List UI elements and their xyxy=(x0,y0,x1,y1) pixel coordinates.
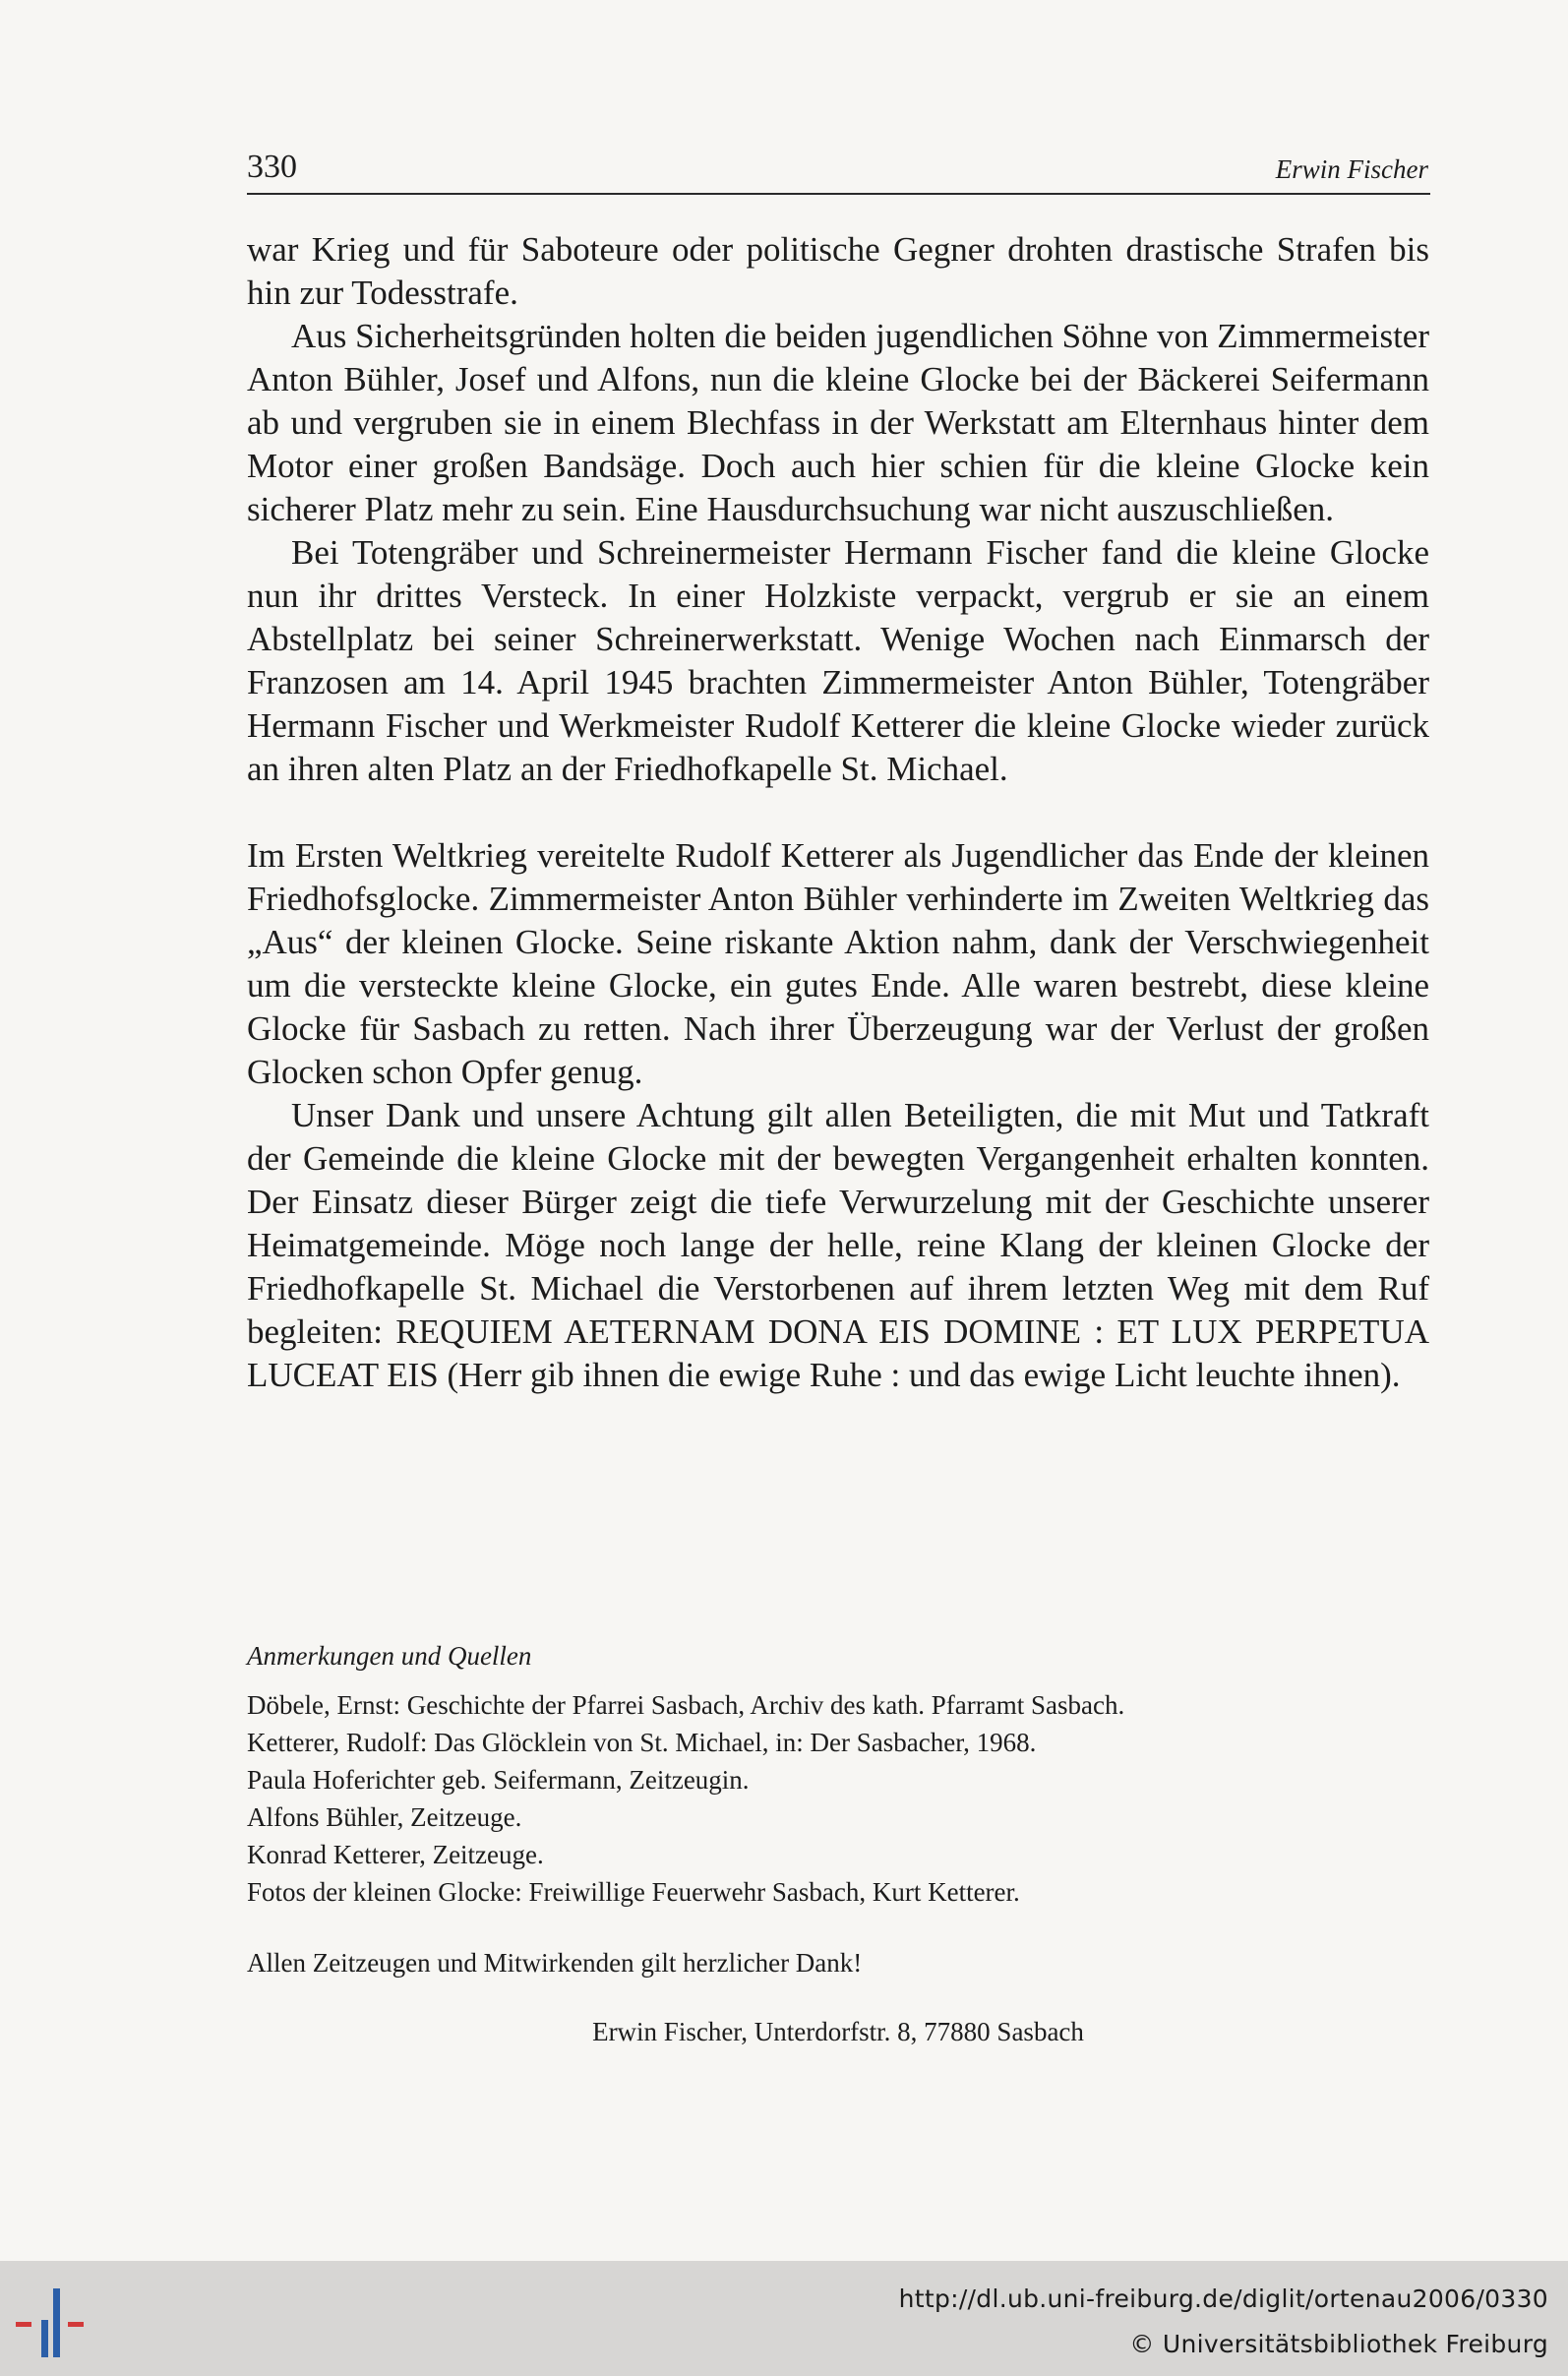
sources-list xyxy=(247,1686,1429,1911)
paragraph-2: Aus Sicherheitsgründen holten die beiden jugendlichen Söhne von Zimmermeister Anton Bühler, Josef und Alfons, nun die kleine Glocke bei der Bäckerei Seifermann ab und vergruben sie in einem Blechfass in der Werkstatt am Elternhaus hinter dem Motor einer großen Bandsäge. Doch auch hier schien für die kleine Glocke kein sicherer Platz mehr zu sein. Eine Hausdurchsuchung war nicht auszuschließen. xyxy=(247,317,1429,528)
source-item: Konrad Ketterer, Zeitzeuge. xyxy=(247,1840,544,1869)
logo-graphic xyxy=(14,2283,102,2361)
ub-freiburg-logo-icon[interactable] xyxy=(14,2283,102,2361)
source-item: Fotos der kleinen Glocke: Freiwillige Feuerwehr Sasbach, Kurt Ketterer. xyxy=(247,1877,1020,1907)
source-item: Döbele, Ernst: Geschichte der Pfarrei Sasbach, Archiv des kath. Pfarramt Sasbach. xyxy=(247,1690,1125,1720)
paragraph-3: Bei Totengräber und Schreinermeister Hermann Fischer fand die kleine Glocke nun ihr drittes Versteck. In einer Holzkiste verpackt, vergrub er sie an einem Abstellplatz bei seiner Schreinerwerkstatt. Wenige Wochen nach Einmarsch der Franzosen am 14. April 1945 brachten Zimmermeister Anton Bühler, Totengräber Hermann Fischer und Werkmeister Rudolf Ketterer die kleine Glocke wieder zurück an ihren alten Platz an der Friedhofkapelle St. Michael. xyxy=(247,533,1429,788)
source-item: Alfons Bühler, Zeitzeuge. xyxy=(247,1802,522,1832)
acknowledgement: Allen Zeitzeugen und Mitwirkenden gilt herzlicher Dank! xyxy=(247,1948,863,1978)
page-number: 330 xyxy=(247,149,297,185)
paragraph-5: Unser Dank und unsere Achtung gilt allen Beteiligten, die mit Mut und Tatkraft der Gemeinde die kleine Glocke mit der bewegten Vergangenheit erhalten konnten. Der Einsatz dieser Bürger zeigt die tiefe Verwurzelung mit der Geschichte unserer Heimatgemeinde. Möge noch lange der helle, reine Klang der kleinen Glocke der Friedhofkapelle St. Michael die Verstorbenen auf ihrem letzten Weg mit dem Ruf begleiten: REQUIEM AETERNAM DONA EIS DOMINE : ET LUX PERPETUA LUCEAT EIS (Herr gib ihnen die ewige Ruhe : und das ewige Licht leuchte ihnen). xyxy=(247,1096,1429,1394)
running-head-author: Erwin Fischer xyxy=(1275,154,1428,184)
notes-section xyxy=(247,1637,1429,2050)
notes-heading: Anmerkungen und Quellen xyxy=(247,1641,532,1671)
paragraph-4: Im Ersten Weltkrieg vereitelte Rudolf Ketterer als Jugendlicher das Ende der kleinen Friedhofsglocke. Zimmermeister Anton Bühler verhinderte im Zweiten Weltkrieg das „Aus“ der kleinen Glocke. Seine riskante Aktion nahm, dank der Verschwiegenheit um die versteckte kleine Glocke, ein gutes Ende. Alle waren bestrebt, diese kleine Glocke für Sasbach zu retten. Nach ihrer Überzeugung war der Verlust der großen Glocken schon Opfer genug. xyxy=(247,836,1429,1091)
source-item: Ketterer, Rudolf: Das Glöcklein von St. Michael, in: Der Sasbacher, 1968. xyxy=(247,1728,1037,1757)
author-address: Erwin Fischer, Unterdorfstr. 8, 77880 Sasbach xyxy=(592,2017,1084,2046)
source-item: Paula Hoferichter geb. Seifermann, Zeitzeugin. xyxy=(247,1765,750,1795)
library-footer xyxy=(0,2261,1568,2376)
copyright-notice: © Universitätsbibliothek Freiburg xyxy=(1129,2330,1548,2358)
paragraph-1: war Krieg und für Saboteure oder politische Gegner drohten drastische Strafen bis hin zur Todesstrafe. xyxy=(247,230,1429,312)
permalink-url[interactable]: http://dl.ub.uni-freiburg.de/diglit/ortenau2006/0330 xyxy=(898,2285,1548,2313)
page-header xyxy=(247,146,1430,195)
article-body xyxy=(247,228,1429,1397)
